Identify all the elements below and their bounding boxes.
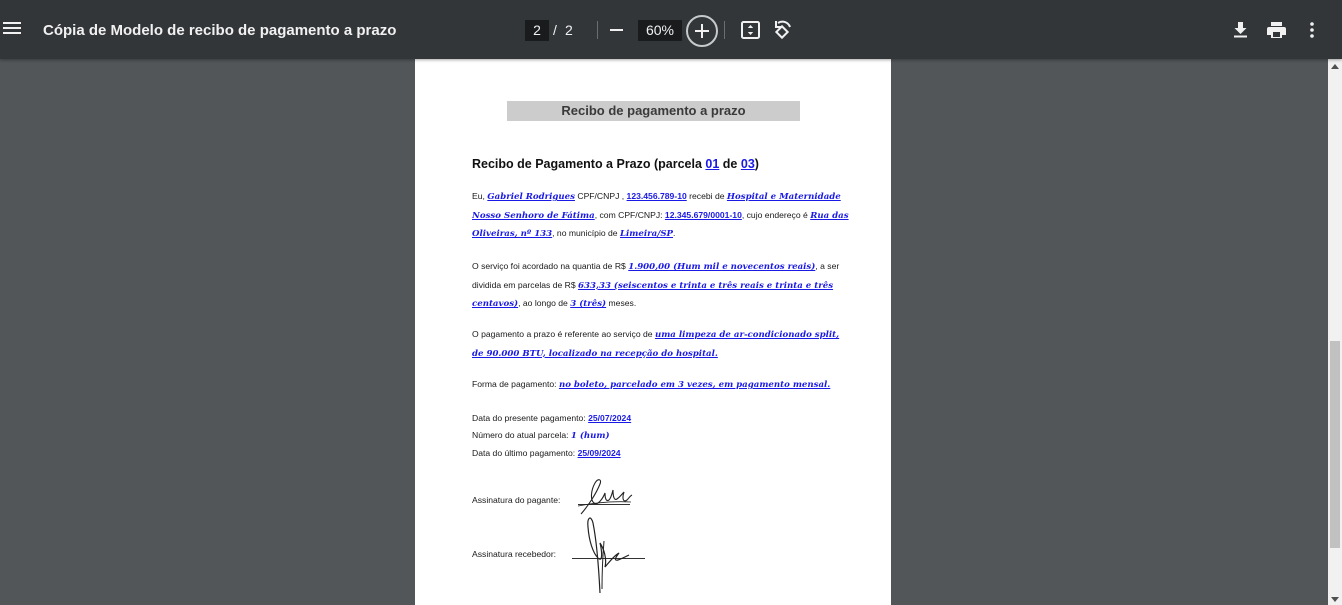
- paragraph-amount: [472, 258, 852, 314]
- rotate-icon[interactable]: [773, 19, 793, 40]
- subheading-middle: de: [719, 157, 741, 171]
- page-number-input[interactable]: 2: [525, 20, 549, 41]
- text: , a ser dividida em parcelas de R$: [472, 261, 840, 290]
- payee-name: Hospital e Maternidade Nosso Senhoro de Fátima: [472, 192, 841, 221]
- total-amount: 1.900,00 (Hum mil e novecentos reais): [628, 262, 816, 272]
- payer-name: Gabriel Rodrigues: [487, 192, 575, 202]
- scrollbar-thumb[interactable]: [1330, 341, 1340, 548]
- payee-address: Rua das Oliveiras, nº 133: [472, 210, 849, 240]
- text: , com CPF/CNPJ:: [594, 209, 665, 220]
- text: CPF/CNPJ ,: [574, 191, 627, 201]
- zoom-in-icon[interactable]: [686, 15, 718, 47]
- vertical-scrollbar[interactable]: [1328, 59, 1342, 605]
- fit-page-icon[interactable]: [741, 21, 760, 39]
- payee-city: Limeira/SP: [619, 229, 674, 240]
- pdf-toolbar: [0, 0, 1342, 59]
- text: O serviço foi acordado na quantia de R$: [472, 261, 629, 271]
- receipt-heading: Recibo de pagamento a prazo: [507, 101, 800, 121]
- paragraph-parties: [472, 188, 852, 244]
- toolbar-divider: [597, 21, 598, 39]
- service-description: uma limpeza de ar-condicionado split, de 90.000 BTU, localizado na recepção do hospital.: [472, 330, 840, 359]
- paragraph-service: [472, 326, 852, 363]
- installment-number: 01: [705, 157, 720, 171]
- text: .: [673, 228, 676, 239]
- payer-document: 123.456.789-10: [626, 191, 687, 201]
- download-icon[interactable]: [1233, 21, 1248, 38]
- receiver-signature-label: Assinatura recebedor:: [472, 549, 557, 559]
- installment-label: Número do atual parcela:: [472, 430, 571, 440]
- payer-signature-label: Assinatura do pagante:: [472, 495, 561, 505]
- payee-document: 12.345.679/0001-10: [664, 209, 742, 220]
- installment-value: 1 (hum): [570, 431, 610, 441]
- text: Forma de pagamento:: [472, 379, 559, 389]
- document-title: Cópia de Modelo de recibo de pagamento a prazo: [43, 22, 397, 39]
- toolbar-divider: [724, 21, 725, 39]
- text: , no município de: [552, 228, 620, 239]
- text: Eu,: [472, 191, 488, 201]
- subheading-suffix: ): [754, 157, 759, 171]
- last-payment-date: 25/09/2024: [577, 448, 621, 458]
- months-count: 3 (três): [570, 299, 607, 310]
- page-total: 2: [565, 22, 573, 38]
- installment-amount: 633,33 (seiscentos e trinta e três reais e trinta e três centavos): [472, 280, 834, 310]
- last-payment-label: Data do último pagamento:: [472, 448, 578, 458]
- text: , ao longo de: [518, 298, 571, 309]
- text: O pagamento a prazo é referente ao serviço de: [472, 329, 655, 339]
- last-payment-line: [472, 448, 621, 458]
- payer-signature-image: [578, 476, 633, 516]
- installment-line: [472, 430, 610, 441]
- receiver-signature-image: [585, 513, 645, 593]
- payment-date: 25/07/2024: [588, 413, 632, 423]
- print-icon[interactable]: [1267, 21, 1286, 39]
- subheading-prefix: Recibo de Pagamento a Prazo (parcela: [472, 157, 706, 171]
- page-separator: /: [553, 22, 557, 38]
- payment-date-label: Data do presente pagamento:: [472, 413, 589, 423]
- zoom-level-input[interactable]: 60%: [638, 20, 682, 41]
- scroll-up-arrow-icon[interactable]: [1331, 64, 1339, 69]
- menu-icon[interactable]: [3, 20, 21, 38]
- text: meses.: [606, 298, 637, 309]
- pdf-page: [415, 59, 891, 605]
- payment-date-line: [472, 413, 631, 423]
- paragraph-payment-method: [472, 376, 852, 395]
- scroll-down-arrow-icon[interactable]: [1331, 597, 1339, 602]
- text: recebi de: [686, 191, 727, 201]
- more-icon[interactable]: [1309, 22, 1315, 38]
- zoom-out-icon[interactable]: [610, 29, 623, 31]
- payment-method: no boleto, parcelado em 3 vezes, em pagamento mensal.: [558, 380, 831, 390]
- receipt-subheading: [472, 157, 759, 171]
- installment-total: 03: [740, 157, 755, 171]
- text: , cujo endereço é: [741, 209, 811, 220]
